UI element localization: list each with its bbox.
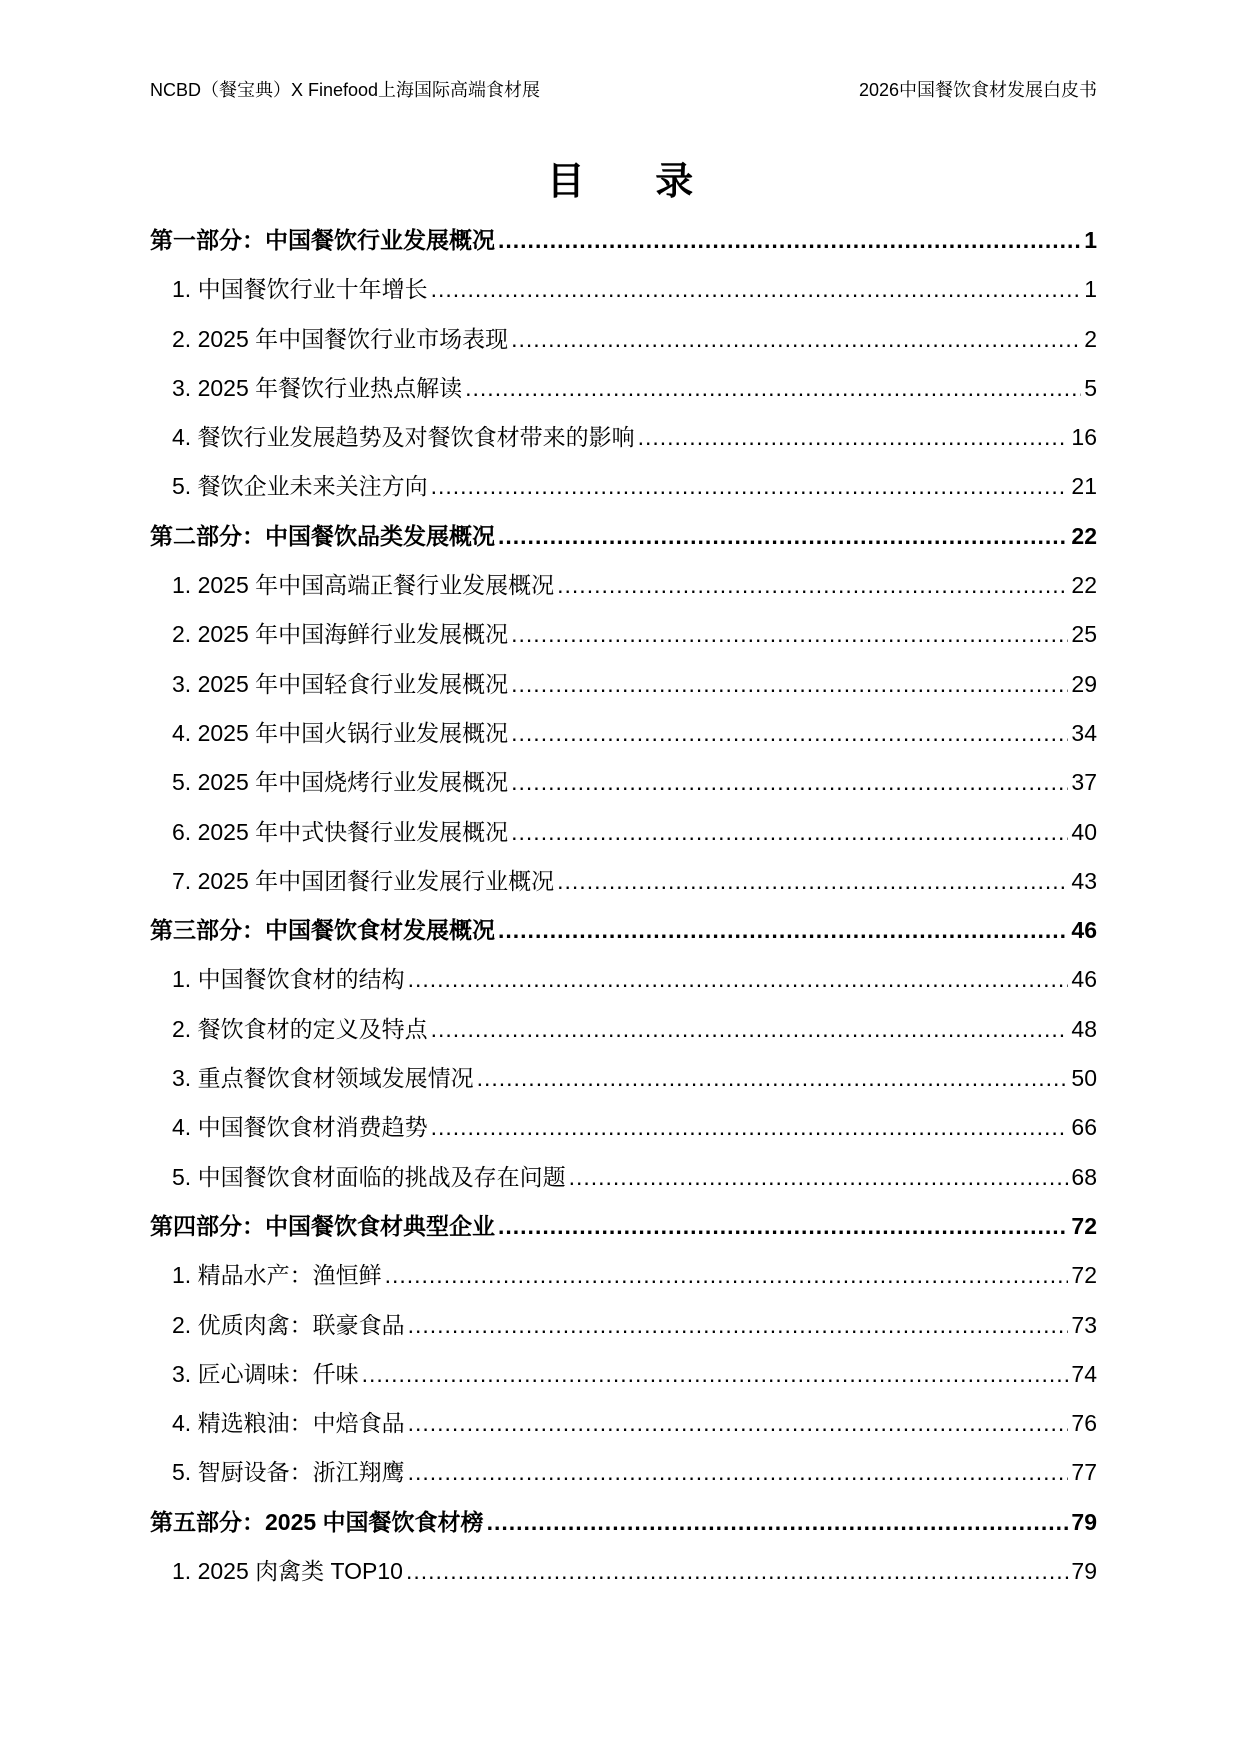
dot-leader [511,621,1068,648]
toc-page-number: 46 [1071,917,1097,944]
dot-leader [511,769,1068,796]
toc-page-number: 21 [1071,473,1097,500]
toc-entry[interactable] [150,1109,1097,1158]
toc-page-number: 29 [1071,670,1097,697]
toc-entry[interactable] [150,1356,1097,1405]
toc-page-number: 68 [1071,1163,1097,1190]
toc-page-number: 43 [1071,867,1097,894]
toc-entry-label: 3. 2025 年中国轻食行业发展概况 [172,670,509,697]
dot-leader [362,1361,1069,1388]
running-header-right: 2026中国餐饮食材发展白皮书 [858,80,1097,100]
toc-page-number: 25 [1071,621,1097,648]
toc-entry[interactable] [150,1454,1097,1503]
toc-entry[interactable] [150,1307,1097,1356]
toc-entry-label: 6. 2025 年中式快餐行业发展概况 [172,818,509,845]
toc-page-number: 1 [1084,276,1097,303]
toc-page-number: 76 [1071,1410,1097,1437]
dot-leader [638,424,1069,451]
dot-leader [431,473,1069,500]
toc-entry-label: 4. 2025 年中国火锅行业发展概况 [172,719,509,746]
dot-leader [408,966,1069,993]
dot-leader [511,671,1068,698]
dot-leader [431,1114,1069,1141]
toc-page-number: 2 [1084,325,1097,352]
toc-page-number: 72 [1071,1212,1097,1239]
dot-leader [431,276,1082,303]
toc-page-number: 73 [1071,1311,1097,1338]
dot-leader [511,720,1068,747]
toc-page-number: 79 [1071,1508,1097,1535]
running-header-left: NCBD（餐宝典）X Finefood上海国际高端食材展 [150,80,541,100]
toc-entry[interactable] [150,764,1097,813]
dot-leader [465,375,1081,402]
toc-entry-label: 2. 优质肉禽：联豪食品 [172,1311,405,1338]
toc-entry[interactable] [150,1159,1097,1208]
toc-page-number: 46 [1071,966,1097,993]
toc-page-number: 50 [1071,1065,1097,1092]
toc-entry-label: 3. 2025 年餐饮行业热点解读 [172,374,463,401]
toc-page-number: 79 [1071,1558,1097,1585]
toc-entry-label: 1. 中国餐饮行业十年增长 [172,276,428,303]
dot-leader [511,326,1081,353]
toc-entry-label: 第二部分：中国餐饮品类发展概况 [150,522,495,549]
toc-entry[interactable] [150,1553,1097,1602]
toc-page-number: 37 [1071,769,1097,796]
toc-page-number: 74 [1071,1360,1097,1387]
toc-entry[interactable] [150,1257,1097,1306]
toc-entry-label: 4. 中国餐饮食材消费趋势 [172,1114,428,1141]
dot-leader [431,1016,1069,1043]
toc-entry[interactable] [150,666,1097,715]
dot-leader [406,1558,1068,1585]
dot-leader [408,1410,1069,1437]
dot-leader [408,1459,1069,1486]
dot-leader [385,1262,1069,1289]
toc-entry-label: 4. 精选粮油：中焙食品 [172,1410,405,1437]
toc-page-number: 5 [1084,374,1097,401]
toc-entry-label: 第五部分：2025 中国餐饮食材榜 [150,1508,484,1535]
dot-leader [557,868,1068,895]
toc-entry-label: 第四部分：中国餐饮食材典型企业 [150,1212,495,1239]
toc-page-number: 48 [1071,1015,1097,1042]
dot-leader [498,523,1068,550]
toc-page-number: 40 [1071,818,1097,845]
toc-entry-label: 5. 餐饮企业未来关注方向 [172,473,428,500]
toc-entry-label: 3. 重点餐饮食材领域发展情况 [172,1065,474,1092]
toc-entry-label: 1. 精品水产：渔恒鲜 [172,1262,382,1289]
toc-entry-label: 2. 2025 年中国海鲜行业发展概况 [172,621,509,648]
dot-leader [569,1164,1069,1191]
toc-entry[interactable] [150,1405,1097,1454]
toc-entry[interactable] [150,863,1097,912]
dot-leader [498,227,1081,254]
toc-part-entry[interactable] [150,518,1097,567]
table-of-contents [150,222,1097,1602]
toc-entry[interactable] [150,567,1097,616]
toc-entry[interactable] [150,1060,1097,1109]
dot-leader [498,917,1068,944]
toc-part-entry[interactable] [150,1208,1097,1257]
toc-entry-label: 3. 匠心调味：仟味 [172,1360,359,1387]
dot-leader [487,1509,1069,1536]
toc-page-number: 1 [1084,227,1097,253]
toc-entry-label: 2. 2025 年中国餐饮行业市场表现 [172,325,509,352]
toc-page-number: 72 [1071,1262,1097,1289]
dot-leader [511,819,1068,846]
toc-entry-label: 1. 2025 肉禽类 TOP10 [172,1558,403,1585]
toc-entry-label: 5. 2025 年中国烧烤行业发展概况 [172,769,509,796]
toc-entry[interactable] [150,321,1097,370]
toc-entry-label: 7. 2025 年中国团餐行业发展行业概况 [172,867,555,894]
toc-entry[interactable] [150,468,1097,517]
dot-leader [557,572,1068,599]
toc-entry[interactable] [150,961,1097,1010]
toc-entry[interactable] [150,271,1097,320]
toc-entry[interactable] [150,1011,1097,1060]
toc-entry-label: 5. 智厨设备：浙江翔鹰 [172,1459,405,1486]
toc-part-entry[interactable] [150,912,1097,961]
dot-leader [498,1213,1068,1240]
toc-entry[interactable] [150,370,1097,419]
toc-page-number: 22 [1071,572,1097,599]
toc-entry[interactable] [150,715,1097,764]
toc-entry-label: 第一部分：中国餐饮行业发展概况 [150,227,495,253]
toc-entry-label: 5. 中国餐饮食材面临的挑战及存在问题 [172,1163,566,1190]
toc-entry-label: 2. 餐饮食材的定义及特点 [172,1015,428,1042]
page-title: 目 录 [546,161,724,203]
toc-entry-label: 第三部分：中国餐饮食材发展概况 [150,917,495,944]
toc-page-number: 34 [1071,719,1097,746]
dot-leader [408,1312,1069,1339]
toc-part-entry[interactable] [150,222,1097,271]
toc-page-number: 16 [1071,424,1097,451]
dot-leader [477,1065,1069,1092]
toc-entry[interactable] [150,814,1097,863]
toc-page-number: 66 [1071,1114,1097,1141]
toc-entry-label: 1. 中国餐饮食材的结构 [172,966,405,993]
toc-entry-label: 1. 2025 年中国高端正餐行业发展概况 [172,572,555,599]
toc-page-number: 22 [1071,522,1097,549]
toc-entry[interactable] [150,419,1097,468]
toc-entry-label: 4. 餐饮行业发展趋势及对餐饮食材带来的影响 [172,424,635,451]
toc-page-number: 77 [1071,1459,1097,1486]
toc-part-entry[interactable] [150,1504,1097,1553]
toc-entry[interactable] [150,616,1097,665]
